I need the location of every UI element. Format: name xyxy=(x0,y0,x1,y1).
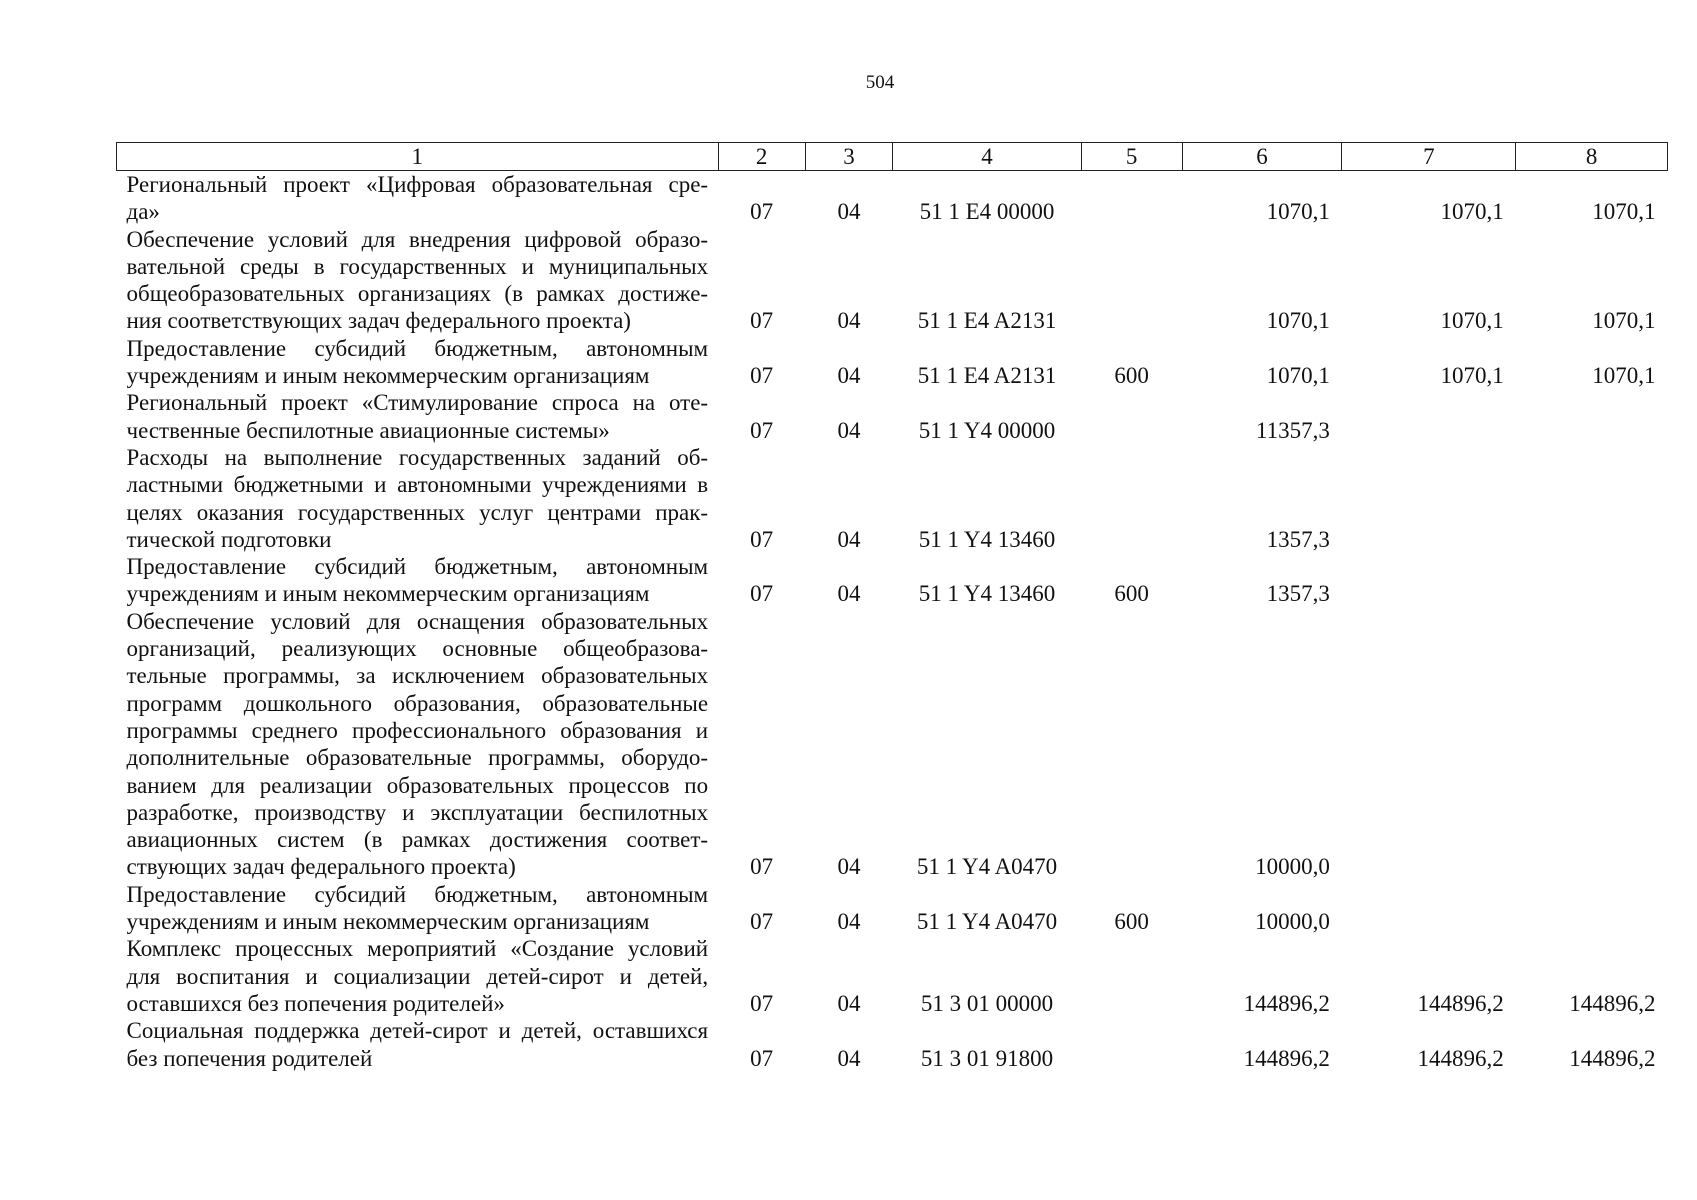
subsection-code: 04 xyxy=(837,581,861,607)
table-row xyxy=(117,608,1668,881)
section-code: 07 xyxy=(750,909,774,935)
row-description xyxy=(117,444,719,553)
description-line: Расходы на выполнение государственных заданий об- xyxy=(126,444,709,470)
subsection-code: 04 xyxy=(837,854,861,880)
description-line: учреждениям и иным некоммерческим организациям xyxy=(126,581,650,607)
subsection-code: 04 xyxy=(837,308,861,334)
description-line: тической подготовки xyxy=(126,526,332,552)
expense-type-code: 600 xyxy=(1114,363,1149,389)
section-code: 07 xyxy=(750,990,774,1016)
amount-col-7 xyxy=(1342,444,1516,553)
header-col-2: 2 xyxy=(718,143,805,171)
section-code: 07 xyxy=(750,417,774,443)
amount-col-8 xyxy=(1516,389,1668,444)
section-code: 07 xyxy=(750,199,774,225)
header-col-1: 1 xyxy=(117,143,719,171)
amount-col-7 xyxy=(1342,553,1516,608)
target-article-code: 51 3 01 00000 xyxy=(920,990,1054,1016)
expense-type-code: 600 xyxy=(1114,581,1149,607)
table-row xyxy=(117,389,1668,444)
amount-col-7: 1070,1 xyxy=(1440,199,1504,225)
description-line: для воспитания и социализации детей-сирот и детей, xyxy=(126,963,709,989)
amount-col-8 xyxy=(1516,444,1668,553)
amount-col-8: 144896,2 xyxy=(1569,990,1656,1016)
table-row xyxy=(117,171,1668,226)
header-col-6: 6 xyxy=(1182,143,1342,171)
table-row xyxy=(117,553,1668,608)
description-line: ванием для реализации образовательных процессов по xyxy=(126,772,709,798)
table-header xyxy=(117,143,1668,171)
row-description xyxy=(117,335,719,390)
section-code: 07 xyxy=(750,363,774,389)
amount-col-8 xyxy=(1516,881,1668,936)
page-number: 504 xyxy=(865,72,895,93)
row-description xyxy=(117,226,719,335)
description-line: Предоставление субсидий бюджетным, автономным xyxy=(126,554,709,580)
header-col-7: 7 xyxy=(1342,143,1516,171)
expense-type-code xyxy=(1081,935,1182,1017)
amount-col-8: 1070,1 xyxy=(1592,308,1656,334)
target-article-code: 51 1 Y4 A0470 xyxy=(916,909,1058,935)
amount-col-6: 11357,3 xyxy=(1255,417,1330,443)
amount-col-6: 1070,1 xyxy=(1266,308,1330,334)
header-col-3: 3 xyxy=(805,143,893,171)
section-code: 07 xyxy=(750,581,774,607)
description-line: учреждениям и иным некоммерческим организациям xyxy=(126,909,650,935)
amount-col-7: 1070,1 xyxy=(1440,363,1504,389)
description-line: без попечения родителей xyxy=(126,1045,373,1071)
header-col-4: 4 xyxy=(893,143,1081,171)
amount-col-7 xyxy=(1342,881,1516,936)
subsection-code: 04 xyxy=(837,417,861,443)
expense-type-code xyxy=(1081,226,1182,335)
amount-col-8: 144896,2 xyxy=(1569,1045,1656,1071)
amount-col-8 xyxy=(1516,553,1668,608)
header-col-5: 5 xyxy=(1081,143,1182,171)
description-line: программы среднего профессионального образования и xyxy=(126,717,709,743)
target-article-code: 51 1 E4 A2131 xyxy=(917,363,1057,389)
description-line: разработке, производству и эксплуатации беспилотных xyxy=(126,799,709,825)
expense-type-code xyxy=(1081,444,1182,553)
description-line: тельные программы, за исключением образовательных xyxy=(126,663,709,689)
table-row xyxy=(117,1017,1668,1072)
amount-col-6: 144896,2 xyxy=(1243,990,1330,1016)
description-line: Обеспечение условий для внедрения цифровой образо- xyxy=(126,226,709,252)
amount-col-7 xyxy=(1342,389,1516,444)
table-row xyxy=(117,935,1668,1017)
expense-type-code xyxy=(1081,608,1182,881)
subsection-code: 04 xyxy=(837,363,861,389)
target-article-code: 51 3 01 91800 xyxy=(920,1045,1054,1071)
budget-table xyxy=(116,142,1668,1072)
subsection-code: 04 xyxy=(837,909,861,935)
description-line: Предоставление субсидий бюджетным, автономным xyxy=(126,881,709,907)
description-line: Региональный проект «Цифровая образовательная сре- xyxy=(126,172,709,197)
amount-col-7: 144896,2 xyxy=(1417,1045,1504,1071)
description-line: вательной среды в государственных и муниципальных xyxy=(126,253,709,279)
row-description xyxy=(117,389,719,444)
description-line: ния соответствующих задач федерального проекта) xyxy=(126,308,631,334)
row-description xyxy=(117,553,719,608)
amount-col-6: 1070,1 xyxy=(1266,199,1330,225)
amount-col-6: 1357,3 xyxy=(1266,581,1330,607)
row-description xyxy=(117,1017,719,1072)
target-article-code: 51 1 Y4 A0470 xyxy=(916,854,1058,880)
amount-col-7 xyxy=(1342,608,1516,881)
header-row xyxy=(117,143,1668,171)
target-article-code: 51 1 Y4 13460 xyxy=(918,581,1056,607)
expense-type-code: 600 xyxy=(1114,909,1149,935)
description-line: чественные беспилотные авиационные системы» xyxy=(126,417,610,443)
description-line: Предоставление субсидий бюджетным, автономным xyxy=(126,335,709,361)
row-description xyxy=(117,935,719,1017)
section-code: 07 xyxy=(750,1045,774,1071)
section-code: 07 xyxy=(750,526,774,552)
description-line: дополнительные образовательные программы, оборудо- xyxy=(126,745,709,771)
amount-col-7: 144896,2 xyxy=(1417,990,1504,1016)
description-line: авиационных систем (в рамках достижения соответ- xyxy=(126,827,709,853)
section-code: 07 xyxy=(750,308,774,334)
description-line: программ дошкольного образования, образовательные xyxy=(126,690,709,716)
target-article-code: 51 1 Y4 13460 xyxy=(918,526,1056,552)
subsection-code: 04 xyxy=(837,990,861,1016)
description-line: оставшихся без попечения родителей» xyxy=(126,990,505,1016)
table-body xyxy=(117,171,1668,1072)
description-line: Социальная поддержка детей-сирот и детей, оставшихся xyxy=(126,1018,709,1044)
amount-col-6: 1357,3 xyxy=(1266,526,1330,552)
description-line: ластными бюджетными и автономными учреждениями в xyxy=(126,472,709,498)
amount-col-8 xyxy=(1516,608,1668,881)
description-line: Обеспечение условий для оснащения образовательных xyxy=(126,608,709,634)
target-article-code: 51 1 E4 00000 xyxy=(919,199,1055,225)
description-line: Комплекс процессных мероприятий «Создание условий xyxy=(126,936,709,962)
description-line: организаций, реализующих основные общеобразова- xyxy=(126,636,709,662)
amount-col-8: 1070,1 xyxy=(1592,363,1656,389)
row-description xyxy=(117,881,719,936)
description-line: да» xyxy=(126,199,160,225)
expense-type-code xyxy=(1081,171,1182,226)
table-row xyxy=(117,335,1668,390)
description-line: Региональный проект «Стимулирование спроса на оте- xyxy=(126,390,709,416)
description-line: ствующих задач федерального проекта) xyxy=(126,854,516,880)
amount-col-6: 144896,2 xyxy=(1243,1045,1330,1071)
subsection-code: 04 xyxy=(837,1045,861,1071)
subsection-code: 04 xyxy=(837,526,861,552)
amount-col-8: 1070,1 xyxy=(1592,199,1656,225)
target-article-code: 51 1 E4 A2131 xyxy=(917,308,1057,334)
amount-col-6: 10000,0 xyxy=(1255,854,1330,880)
table-row xyxy=(117,881,1668,936)
amount-col-7: 1070,1 xyxy=(1440,308,1504,334)
amount-col-6: 1070,1 xyxy=(1266,363,1330,389)
expense-type-code xyxy=(1081,389,1182,444)
table-row xyxy=(117,444,1668,553)
row-description xyxy=(117,171,719,226)
row-description xyxy=(117,608,719,881)
description-line: общеобразовательных организациях (в рамках достиже- xyxy=(126,281,709,307)
expense-type-code xyxy=(1081,1017,1182,1072)
subsection-code: 04 xyxy=(837,199,861,225)
description-line: целях оказания государственных услуг центрами прак- xyxy=(126,499,709,525)
target-article-code: 51 1 Y4 00000 xyxy=(918,417,1056,443)
description-line: учреждениям и иным некоммерческим организациям xyxy=(126,363,650,389)
header-col-8: 8 xyxy=(1516,143,1668,171)
amount-col-6: 10000,0 xyxy=(1255,909,1330,935)
section-code: 07 xyxy=(750,854,774,880)
table-row xyxy=(117,226,1668,335)
